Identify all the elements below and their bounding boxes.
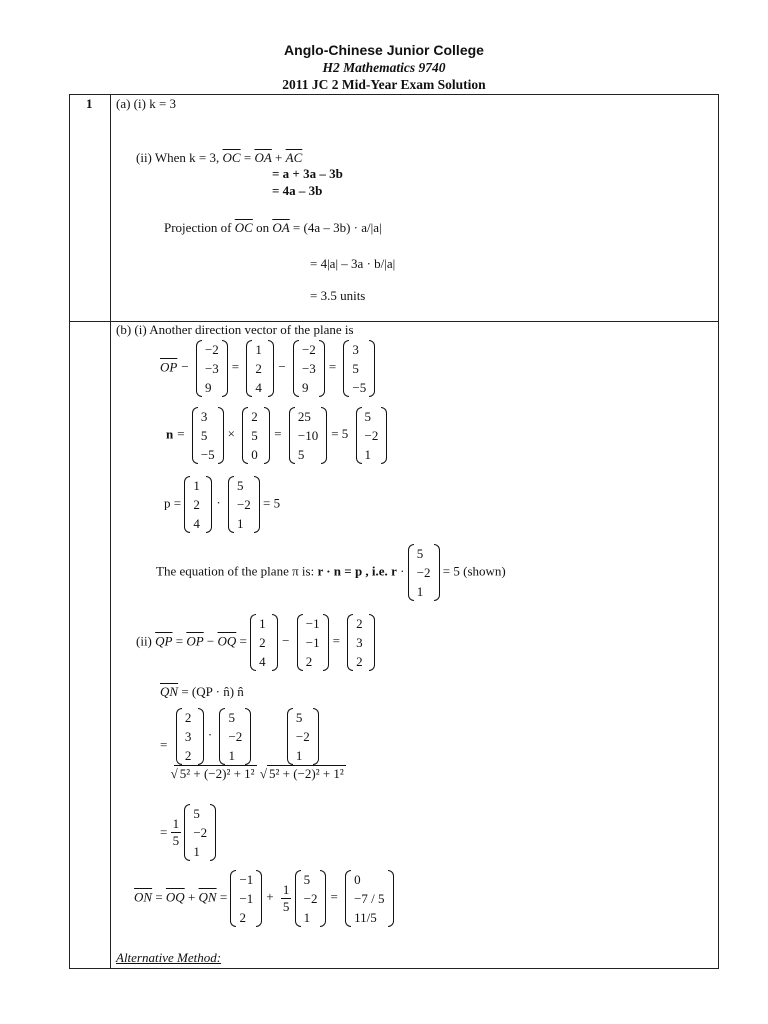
part-a-ii-line1: (ii) When k = 3, $\overline{OC} = \overline{OA} + \overline{AC}$ bbox=[136, 150, 303, 165]
subject-title: H2 Mathematics 9740 bbox=[322, 60, 446, 75]
qn-fraction-expr: = 2 3 2 · 5 −2 1 √ 5² + (−2)² + 1² 5 −2 1 √ 5² + (−2)² + 1² bbox=[160, 710, 344, 781]
matrix-q: −1 −1 2 bbox=[297, 614, 329, 671]
part-a-i: (a) (i) k = 3 bbox=[116, 96, 177, 111]
normal-vector-eq: n = 3 5 −5 × 2 5 0 = 25 −10 5 = 5 5 −2 1 bbox=[166, 407, 387, 464]
matrix-c: 25 −10 5 bbox=[289, 407, 327, 464]
vector-oa: $\overline{OA}$ bbox=[254, 150, 272, 165]
question-number: 1 bbox=[86, 96, 93, 111]
matrix-p: 1 2 4 bbox=[246, 340, 274, 397]
vector-oc: $\overline{OC}$ bbox=[222, 150, 241, 165]
projection-line2: = 4|a| – 3a · b/|a| bbox=[310, 256, 396, 271]
plane-rhs: = 5 (shown) bbox=[442, 563, 506, 579]
projection-rhs: = (4a – 3b) · a/|a| bbox=[292, 220, 382, 235]
column-divider bbox=[110, 94, 111, 969]
projection-on: on bbox=[256, 220, 270, 235]
vector-op: $\overline{OP}$ bbox=[160, 359, 178, 375]
college-name: Anglo-Chinese Junior College bbox=[284, 42, 484, 58]
part-b-ii-label: (ii) bbox=[136, 633, 152, 649]
vector-oa-2: $\overline{OA}$ bbox=[272, 220, 290, 235]
matrix-n: 5 −2 1 bbox=[356, 407, 388, 464]
matrix-q-2: −1 −1 2 bbox=[230, 870, 262, 927]
exam-title: 2011 JC 2 Mid-Year Exam Solution bbox=[282, 77, 486, 92]
matrix-n-3: 5 −2 1 bbox=[408, 544, 440, 601]
direction-vector-eq: $\overline{OP}$ − −2 −3 9 = 1 2 4 − −2 −3 9 = 3 5 −5 bbox=[160, 340, 375, 397]
projection-prefix: Projection of bbox=[164, 220, 232, 235]
matrix-qp-2: 2 3 2 bbox=[176, 708, 204, 765]
vector-oc-2: $\overline{OC}$ bbox=[234, 220, 253, 235]
alternative-method-heading: Alternative Method: bbox=[116, 950, 222, 965]
fraction-one-fifth-2: $\frac{1}{5}$ bbox=[282, 882, 290, 914]
matrix-n-5: 5 −2 1 bbox=[287, 708, 319, 765]
qp-equation: (ii) $\overline{QP} = \overline{OP} - \overline{OQ}$ = 1 2 4 − −1 −1 2 = 2 3 2 bbox=[136, 614, 375, 671]
part-a-ii-prefix: (ii) When k = 3, bbox=[136, 150, 220, 165]
matrix-n-6: 5 −2 1 bbox=[184, 804, 216, 861]
vector-ac: $\overline{AC}$ bbox=[285, 150, 303, 165]
projection-line1 bbox=[164, 220, 382, 236]
part-b-intro: (b) (i) Another direction vector of the plane is bbox=[116, 322, 354, 337]
first-fraction: 2 3 2 · 5 −2 1 √ 5² + (−2)² + 1² bbox=[170, 710, 255, 781]
plane-text: The equation of the plane π is: bbox=[156, 563, 315, 579]
qn-formula: $\overline{QN} = (QP$ · n̂) n̂ bbox=[160, 684, 244, 699]
matrix-on: 0 −7 / 5 11/5 bbox=[345, 870, 393, 927]
matrix-p-3: 1 2 4 bbox=[250, 614, 278, 671]
matrix-m: 2 5 0 bbox=[242, 407, 270, 464]
matrix-n-7: 5 −2 1 bbox=[295, 870, 327, 927]
on-equation: $\overline{ON} = \overline{OQ} + \overline{QN}$ = −1 −1 2 + $\frac{1}{5}$ 5 −2 1 = 0 −7 / 5 11/5 bbox=[134, 870, 394, 927]
matrix-n-4: 5 −2 1 bbox=[219, 708, 251, 765]
p-label: p = bbox=[164, 495, 182, 511]
part-a-ii-line3: = 4a – 3b bbox=[272, 183, 323, 198]
matrix-n-2: 5 −2 1 bbox=[228, 476, 260, 533]
matrix-p-2: 1 2 4 bbox=[184, 476, 212, 533]
p-value: = 5 bbox=[263, 495, 281, 511]
qn-simplified: = $\frac{1}{5}$ 5 −2 1 bbox=[160, 804, 216, 861]
matrix-a-2: −2 −3 9 bbox=[293, 340, 325, 397]
matrix-qp: 2 3 2 bbox=[347, 614, 375, 671]
second-fraction: 5 −2 1 √ 5² + (−2)² + 1² bbox=[259, 710, 344, 781]
fraction-one-fifth: $\frac{1}{5}$ bbox=[172, 816, 180, 848]
p-value-eq: p = 1 2 4 · 5 −2 1 = 5 bbox=[164, 478, 281, 531]
plane-equation: The equation of the plane π is: r · n = p , i.e. r · 5 −2 1 = 5 (shown) bbox=[156, 546, 506, 599]
plane-mid: r · n = p , i.e. bbox=[317, 563, 388, 579]
matrix-d: 3 5 −5 bbox=[343, 340, 375, 397]
matrix-a: −2 −3 9 bbox=[196, 340, 228, 397]
projection-line3: = 3.5 units bbox=[310, 288, 366, 303]
part-a-ii-line2: = a + 3a – 3b bbox=[272, 166, 343, 181]
matrix-d-2: 3 5 −5 bbox=[192, 407, 224, 464]
